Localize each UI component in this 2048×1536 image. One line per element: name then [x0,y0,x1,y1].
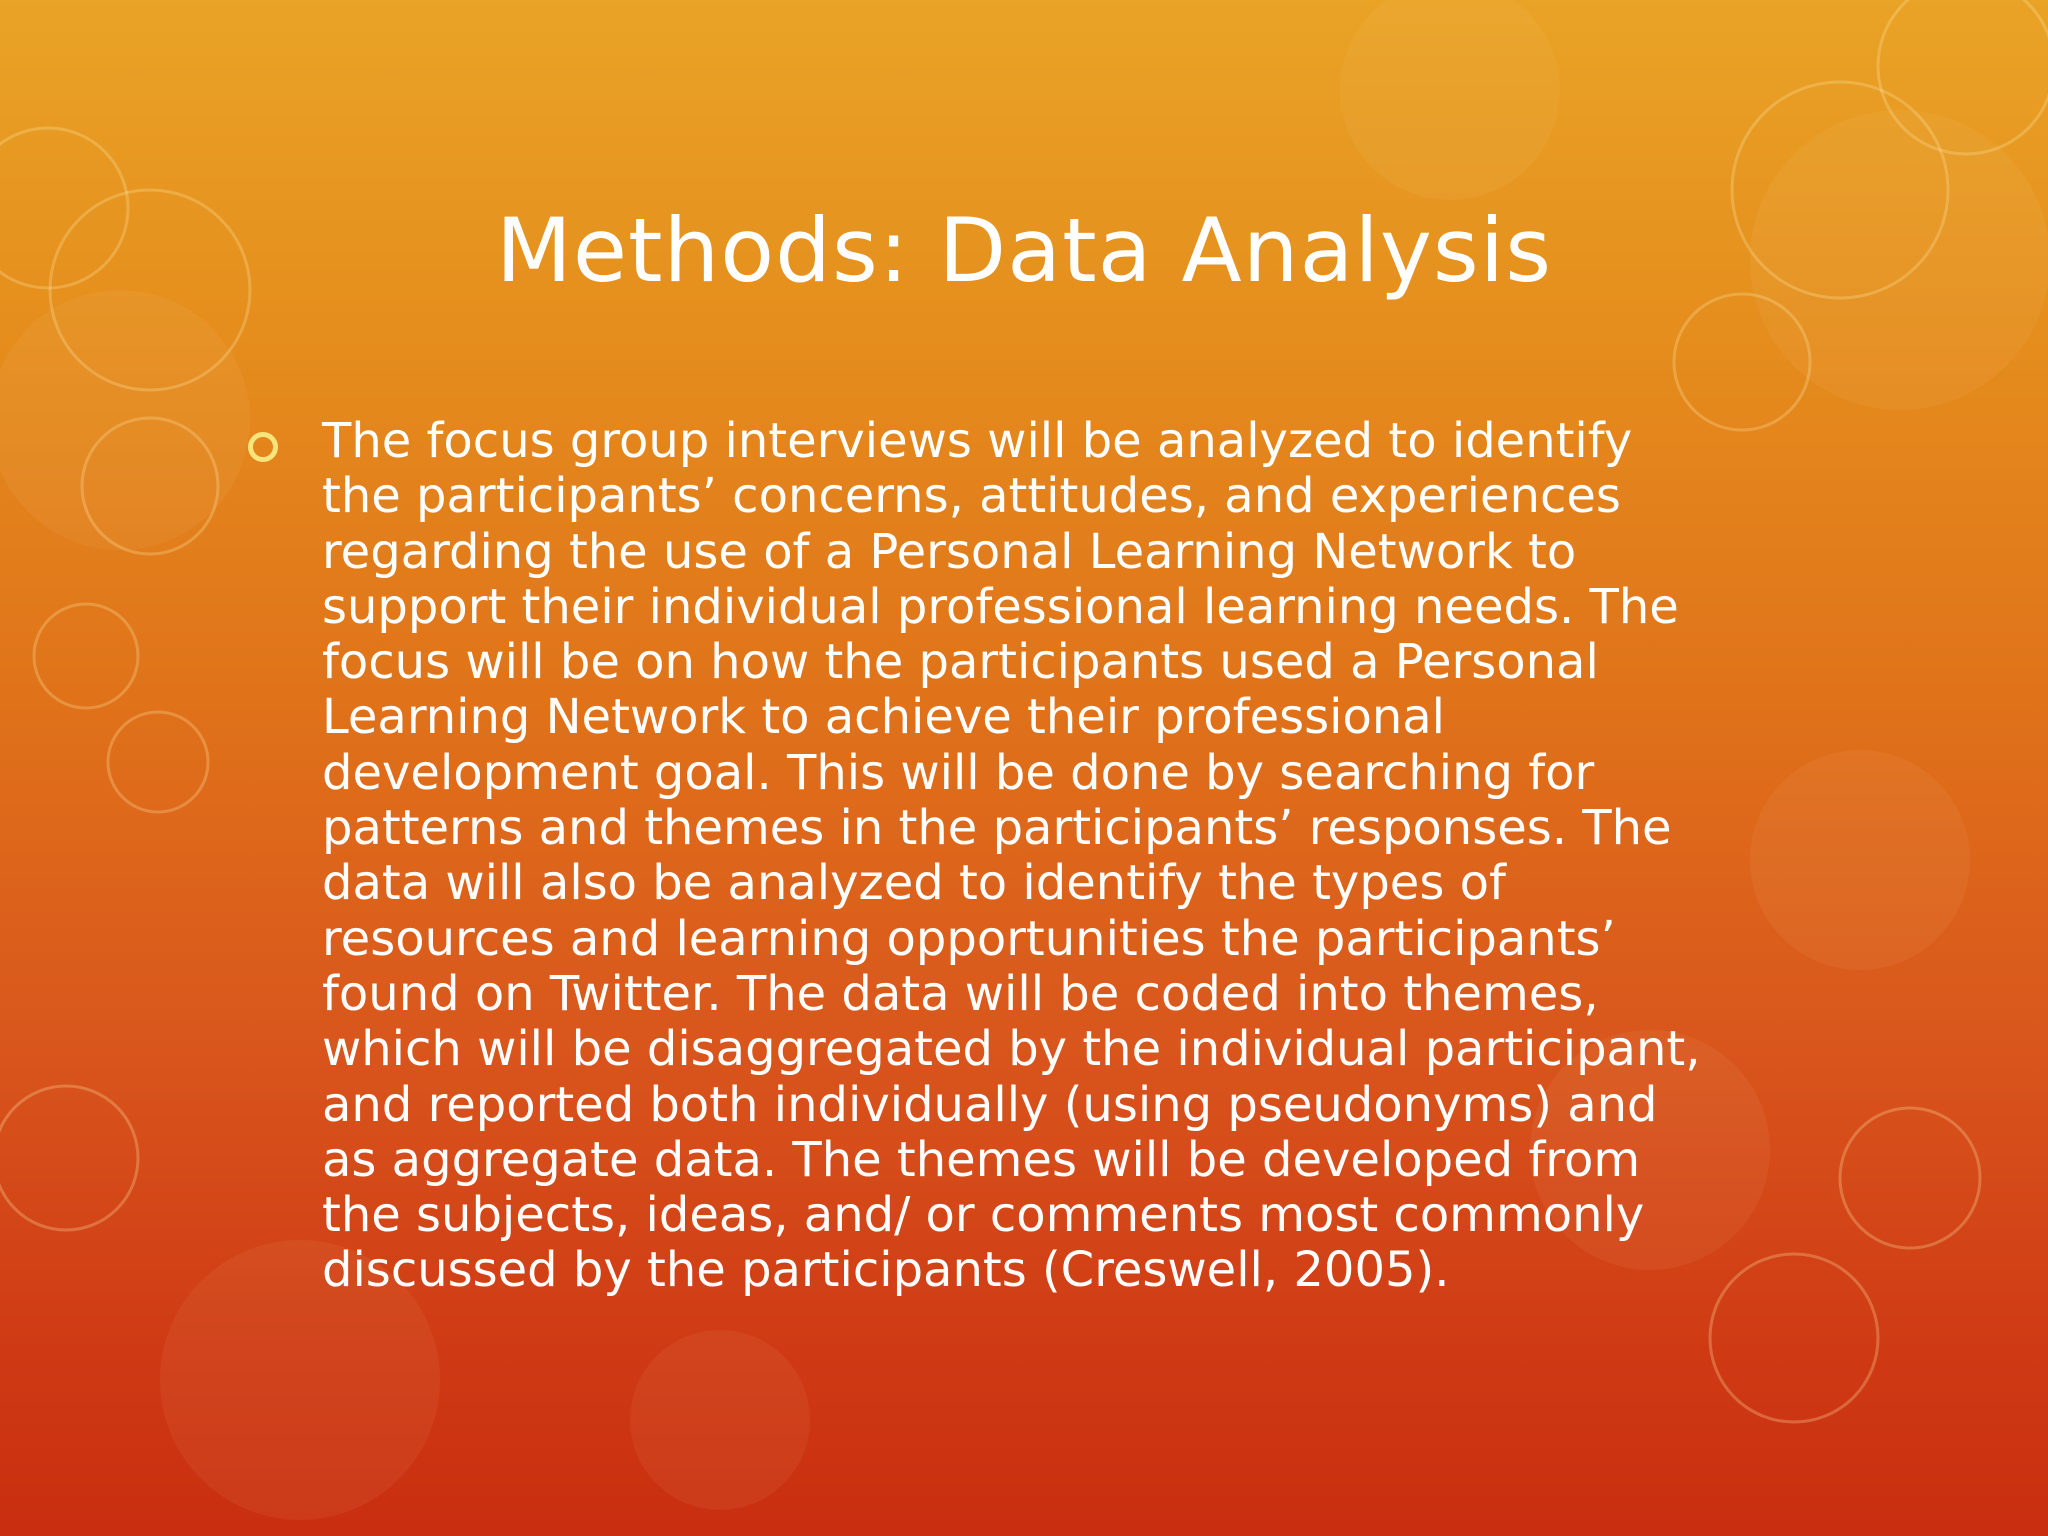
bullet-item [248,414,1808,1299]
slide-title: Methods: Data Analysis [495,199,1553,302]
bullet-text: The focus group interviews will be analyzed to identify the participants’ concerns, attitudes, and experiences regarding the use of a Personal Learning Network to support their individual professional learning needs. The focus will be on how the participants used a Personal Learning Network to achieve their professional development goal. This will be done by searching for patterns and themes in the participants’ responses. The data will also be analyzed to identify the types of resources and learning opportunities the participants’ found on Twitter. The data will be coded into themes, which will be disaggregated by the individual participant, and reported both individually (using pseudonyms) and as aggregate data. The themes will be developed from the subjects, ideas, and/ or comments most commonly discussed by the participants (Creswell, 2005). [322,413,1701,1299]
hollow-circle-bullet-icon [248,432,278,462]
slide-body [248,414,1808,1299]
